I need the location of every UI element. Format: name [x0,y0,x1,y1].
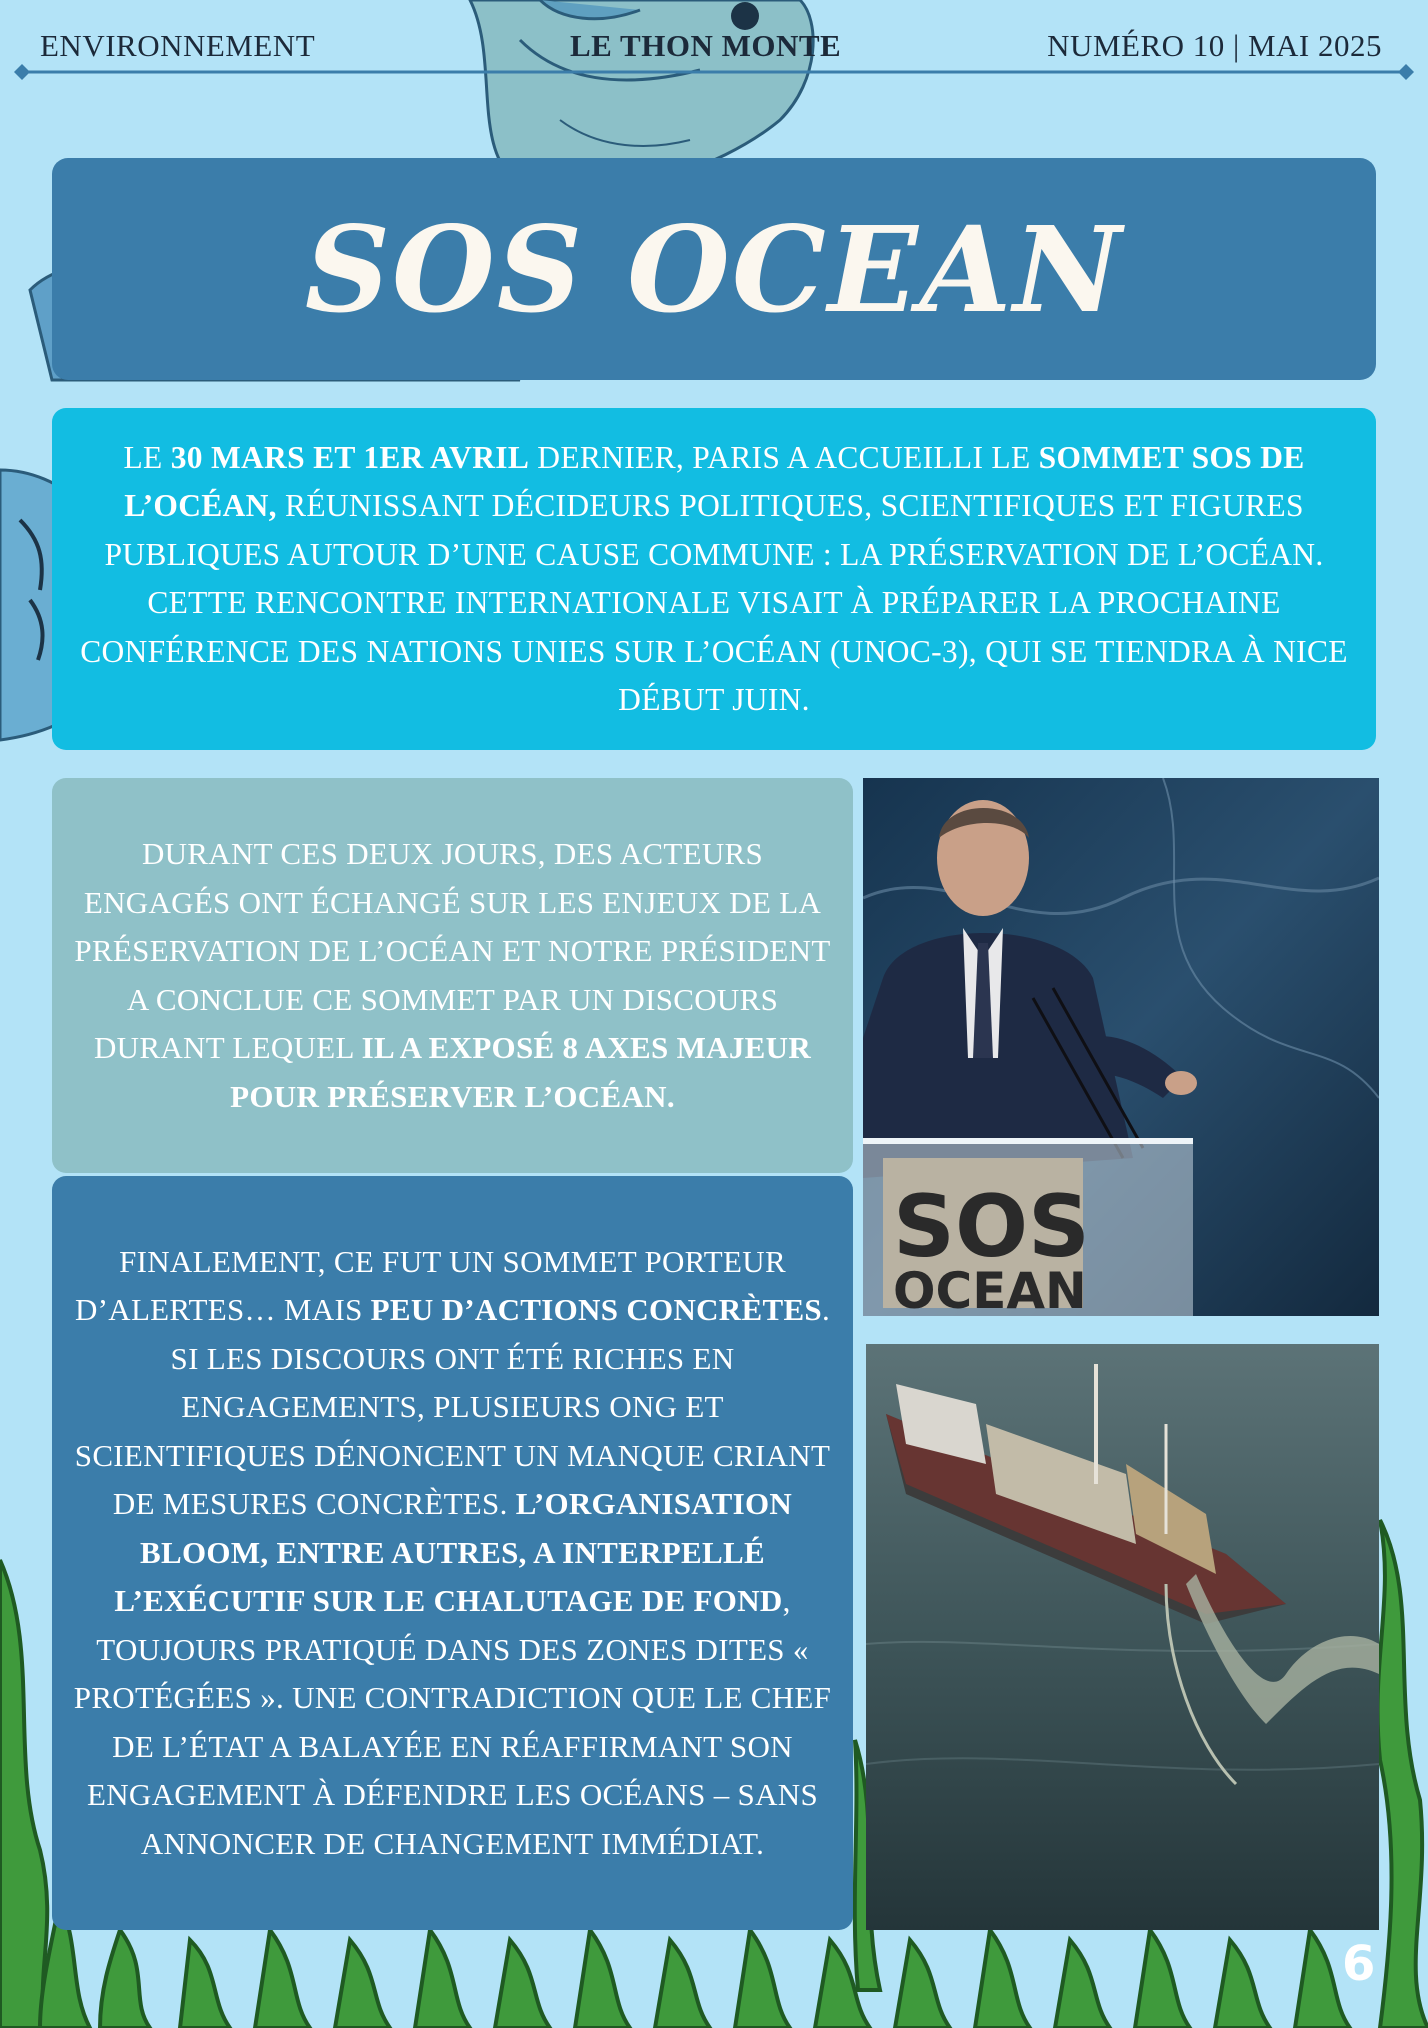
days-bold-axes: IL A EXPOSÉ 8 AXES MAJEUR POUR PRÉSERVER L’OCÉAN. [230,1030,812,1114]
intro-text-3: RÉUNISSANT DÉCIDEURS POLITIQUES, SCIENTIFIQUES ET FIGURES PUBLIQUES AUTOUR D’UNE CAUSE COMMUNE : LA PRÉSERVATION DE L’OCÉAN. CETTE RENCONTRE INTERNATIONALE VISAIT À PRÉPARER LA PROCHAINE CONFÉRENCE DES NATIONS UNIES SUR L’OCÉAN (UNOC-3), QUI SE TIENDRA À NICE DÉBUT JUIN. [80,488,1348,717]
intro-text-1: LE [123,439,171,475]
backdrop-sos-text: SOS [893,1177,1090,1277]
final-bold-bloom: L’ORGANISATION BLOOM, ENTRE AUTRES, A INTERPELLÉ L’EXÉCUTIF SUR LE CHALUTAGE DE FOND [114,1486,793,1619]
intro-bold-summit: SOMMET SOS DE L’OCÉAN, [124,439,1305,523]
days-paragraph [74,830,831,1121]
days-text-1: DURANT CES DEUX JOURS, DES ACTEURS ENGAGÉS ONT ÉCHANGÉ SUR LES ENJEUX DE LA PRÉSERVATION DE L’OCÉAN ET NOTRE PRÉSIDENT A CONCLUE CE SOMMET PAR UN DISCOURS DURANT LEQUEL [74,836,831,1065]
intro-bold-dates: 30 MARS ET 1ER AVRIL [170,439,530,475]
final-text-2: . SI LES DISCOURS ONT ÉTÉ RICHES EN ENGAGEMENTS, PLUSIEURS ONG ET SCIENTIFIQUES DÉNONCENT UN MANQUE CRIANT DE MESURES CONCRÈTES. [74,1292,831,1522]
section-label: ENVIRONNEMENT [40,28,316,63]
intro-paragraph [70,434,1358,725]
final-box [52,1176,853,1930]
intro-text-2: DERNIER, PARIS A ACCUEILLI LE [529,439,1039,475]
final-bold-actions: PEU D’ACTIONS CONCRÈTES [370,1292,822,1328]
final-text-3: , TOUJOURS PRATIQUÉ DANS DES ZONES DITES « PROTÉGÉES ». UNE CONTRADICTION QUE LE CHEF DE L’ÉTAT A BALAYÉE EN RÉAFFIRMANT SON ENGAGEMENT À DÉFENDRE LES OCÉANS – SANS ANNONCER DE CHANGEMENT IMMÉDIAT. [73,1583,832,1861]
page-title: SOS OCEAN [304,199,1124,339]
final-paragraph [70,1238,835,1869]
publication-name: LE THON MONTE [570,28,842,63]
issue-date: NUMÉRO 10 | MAI 2025 [1047,28,1382,63]
title-banner [52,158,1376,380]
trawler-ship-photo [866,1344,1379,1930]
president-speech-photo [863,778,1379,1316]
page-number: 6 [1342,1936,1376,1992]
backdrop-ocean-text: OCEAN [893,1262,1087,1316]
intro-box [52,408,1376,750]
final-text-1: FINALEMENT, CE FUT UN SOMMET PORTEUR D’ALERTES… MAIS [74,1243,786,1328]
president-speech-illustration [863,778,1379,1316]
days-box [52,778,853,1173]
trawler-ship-illustration [866,1344,1379,1930]
